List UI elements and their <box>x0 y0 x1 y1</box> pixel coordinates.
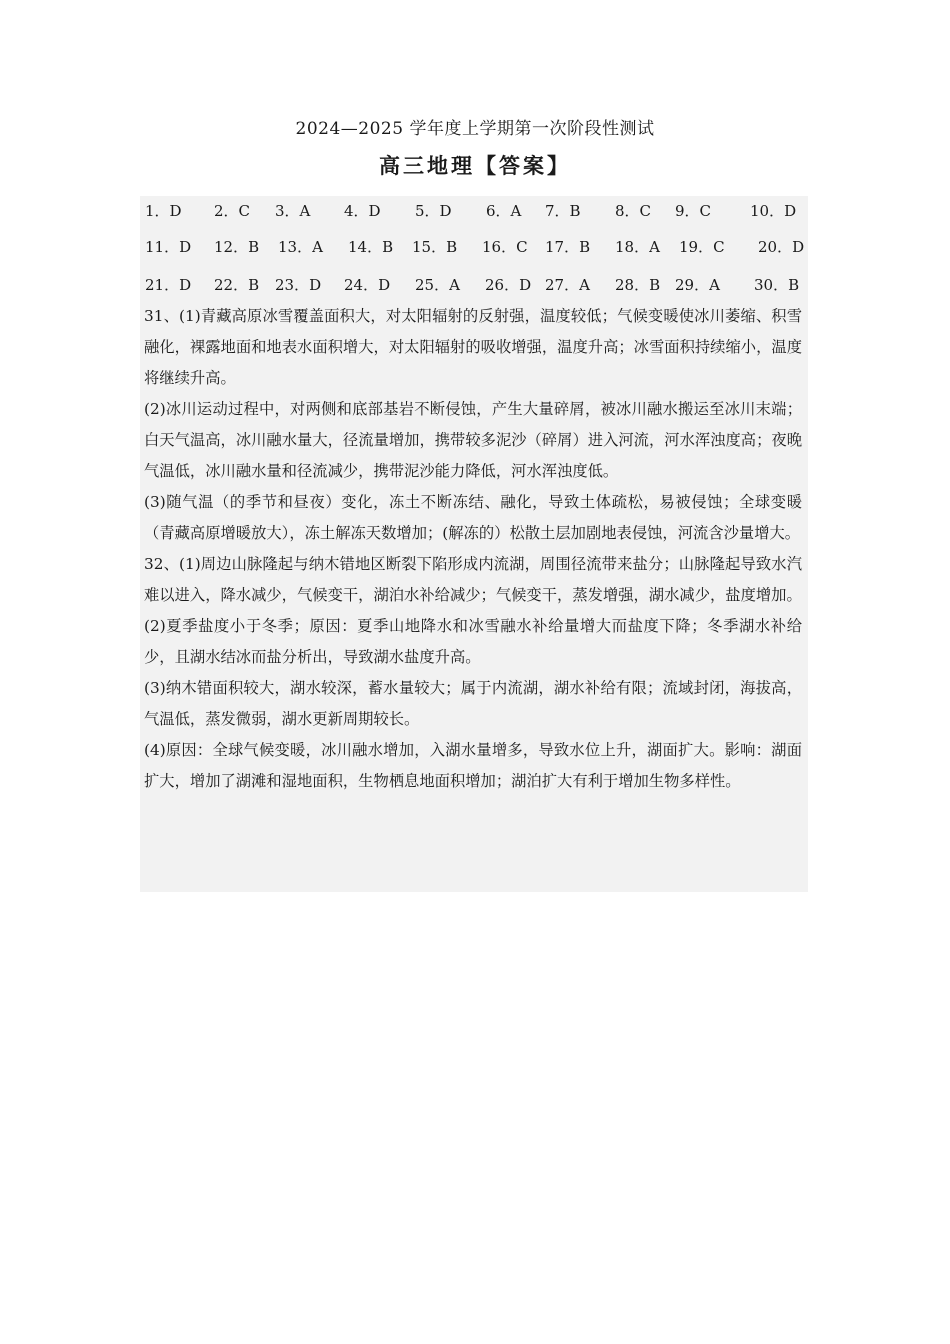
answer-item: 15．B <box>412 238 458 256</box>
answer-item: 30．B <box>754 276 800 294</box>
answer-paragraph: 32、(1)周边山脉隆起与纳木错地区断裂下陷形成内流湖，周围径流带来盐分；山脉隆起导致水汽难以进入，降水减少，气候变干，湖泊水补给减少；气候变干，蒸发增强，湖水减少，盐度增加。 <box>144 555 802 604</box>
answer-item: 28．B <box>615 276 661 294</box>
answer-item: 2．C <box>214 202 251 220</box>
answer-item: 21．D <box>145 276 192 294</box>
answer-item: 25．A <box>415 276 460 294</box>
answer-paragraph: (3)随气温（的季节和昼夜）变化，冻土不断冻结、融化，导致土体疏松，易被侵蚀；全球变暖（青藏高原增暖放大），冻土解冻天数增加；(解冻的）松散土层加剧地表侵蚀，河流含沙量增大。 <box>144 493 802 542</box>
document-title: 2024—2025 学年度上学期第一次阶段性测试 <box>295 119 655 139</box>
answer-item: 3．A <box>275 202 311 220</box>
answer-row-3 <box>140 270 808 298</box>
answer-paragraph: (3)纳木错面积较大，湖水较深，蓄水量较大；属于内流湖，湖水补给有限；流域封闭，海拔高，气温低，蒸发微弱，湖水更新周期较长。 <box>144 679 802 728</box>
answer-item: 22．B <box>214 276 260 294</box>
answer-sheet <box>140 196 808 892</box>
answer-item: 10．D <box>750 202 797 220</box>
answer-item: 24．D <box>344 276 391 294</box>
answer-item: 29．A <box>675 276 720 294</box>
answer-item: 16．C <box>482 238 528 256</box>
answer-item: 11．D <box>145 238 192 256</box>
answer-row-2 <box>140 232 808 260</box>
answer-item: 26．D <box>485 276 532 294</box>
answer-item: 7．B <box>545 202 581 220</box>
answer-item: 12．B <box>214 238 260 256</box>
answer-item: 20．D <box>758 238 805 256</box>
answer-item: 18．A <box>615 238 660 256</box>
answer-paragraph: (4)原因：全球气候变暖，冰川融水增加，入湖水量增多，导致水位上升，湖面扩大。影响：湖面扩大，增加了湖滩和湿地面积，生物栖息地面积增加；湖泊扩大有利于增加生物多样性。 <box>144 741 802 790</box>
answer-item: 5．D <box>415 202 452 220</box>
essay-answers <box>144 301 802 797</box>
answer-paragraph: (2)冰川运动过程中，对两侧和底部基岩不断侵蚀，产生大量碎屑，被冰川融水搬运至冰川末端；白天气温高，冰川融水量大，径流量增加，携带较多泥沙（碎屑）进入河流，河水浑浊度高；夜晚气温低，冰川融水量和径流减少，携带泥沙能力降低，河水浑浊度低。 <box>144 400 802 480</box>
answer-item: 8．C <box>615 202 652 220</box>
answer-item: 1．D <box>145 202 182 220</box>
document-subtitle: 高三地理【答案】 <box>379 153 571 178</box>
answer-row-1 <box>140 196 808 224</box>
answer-item: 9．C <box>675 202 712 220</box>
answer-item: 19．C <box>679 238 725 256</box>
answer-paragraph: 31、(1)青藏高原冰雪覆盖面积大，对太阳辐射的反射强，温度较低；气候变暖使冰川萎缩、积雪融化，裸露地面和地表水面积增大，对太阳辐射的吸收增强，温度升高；冰雪面积持续缩小，温度将继续升高。 <box>144 307 802 387</box>
answer-paragraph: (2)夏季盐度小于冬季；原因：夏季山地降水和冰雪融水补给量增大而盐度下降；冬季湖水补给少，且湖水结冰而盐分析出，导致湖水盐度升高。 <box>144 617 802 666</box>
answer-item: 13．A <box>278 238 323 256</box>
answer-item: 14．B <box>348 238 394 256</box>
answer-item: 4．D <box>344 202 381 220</box>
answer-item: 23．D <box>275 276 322 294</box>
answer-item: 6．A <box>486 202 522 220</box>
answer-item: 27．A <box>545 276 590 294</box>
answer-item: 17．B <box>545 238 591 256</box>
